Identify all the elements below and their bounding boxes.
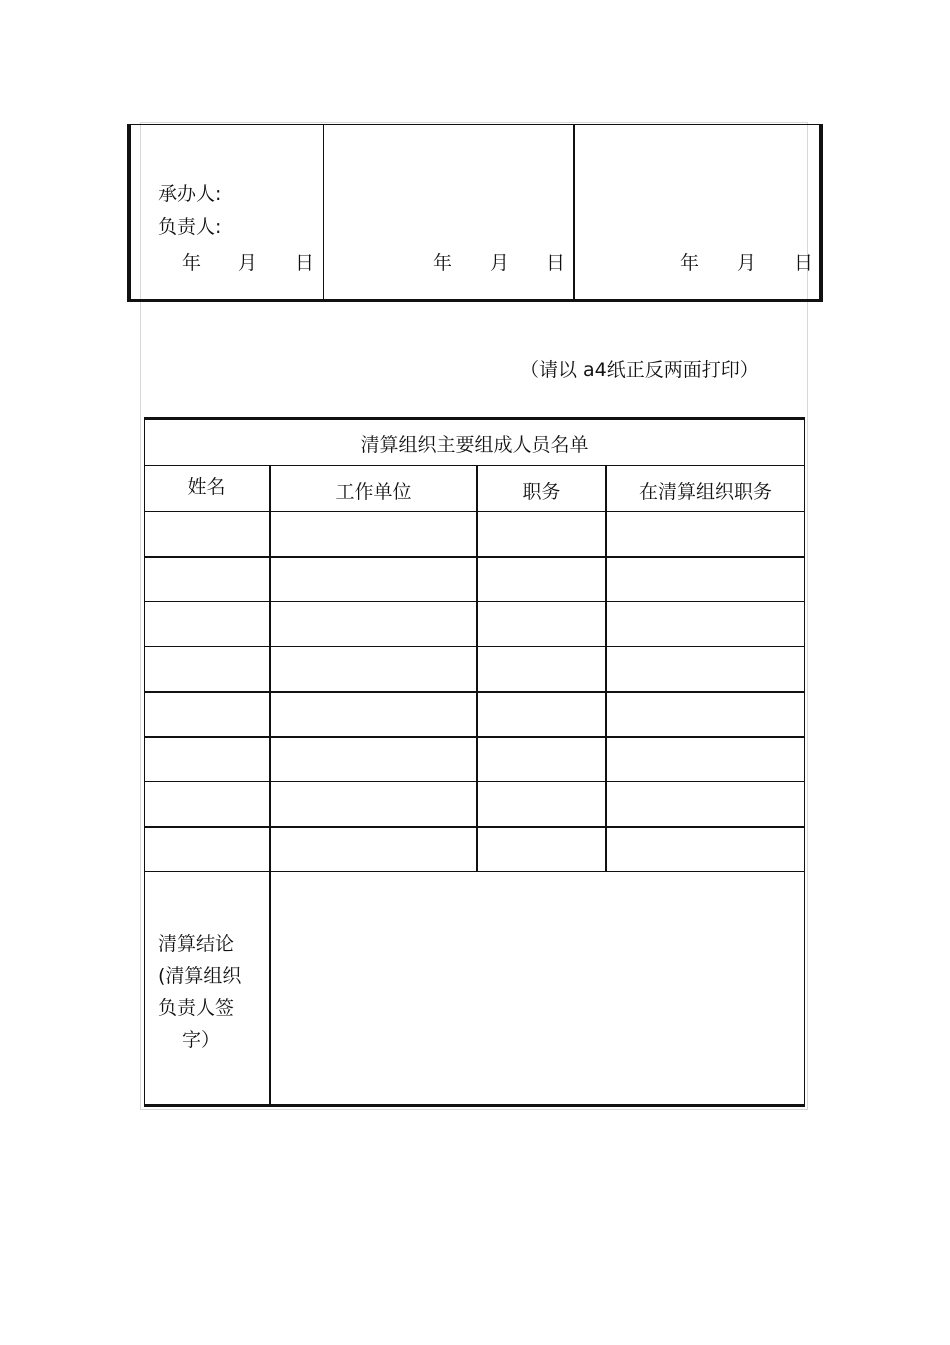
table-border: [144, 736, 805, 738]
table-border: [127, 299, 823, 302]
conclusion-label-line: 字）: [182, 1029, 221, 1051]
table-border: [144, 417, 805, 420]
conclusion-value-cell[interactable]: [272, 873, 803, 1103]
signature-table: [127, 124, 823, 302]
header-work-unit: 工作单位: [335, 481, 412, 503]
table-border: [144, 691, 805, 693]
table-border: [144, 781, 805, 782]
day-label: 日: [546, 252, 566, 274]
year-label: 年: [433, 252, 453, 274]
table-border: [144, 601, 805, 602]
table-divider: [323, 124, 324, 302]
table-border: [144, 826, 805, 828]
table-border: [144, 417, 145, 1107]
column-divider: [476, 465, 478, 872]
table-title: 清算组织主要组成人员名单: [360, 434, 589, 456]
table-border: [144, 511, 805, 512]
conclusion-label-line: (清算组织: [158, 965, 242, 987]
day-label: 日: [794, 252, 814, 274]
table-border: [127, 124, 131, 302]
table-border: [144, 556, 805, 558]
conclusion-label: [158, 928, 262, 1056]
header-liquidation-role: 在清算组织职务: [638, 481, 772, 503]
table-border: [144, 646, 805, 647]
year-label: 年: [182, 252, 202, 274]
table-border: [144, 871, 805, 872]
table-divider: [573, 124, 575, 302]
month-label: 月: [737, 252, 757, 274]
column-divider: [605, 465, 607, 872]
year-label: 年: [680, 252, 700, 274]
conclusion-label-line: 负责人签: [158, 997, 235, 1019]
handler-label: 承办人:: [158, 183, 222, 205]
table-border: [144, 1104, 805, 1107]
table-border: [819, 124, 823, 302]
day-label: 日: [295, 252, 315, 274]
column-divider: [269, 465, 271, 1107]
person-in-charge-label: 负责人:: [158, 216, 222, 238]
header-position: 职务: [522, 481, 561, 503]
conclusion-label-line: 清算结论: [158, 933, 235, 955]
table-border: [144, 465, 805, 466]
month-label: 月: [238, 252, 258, 274]
table-border: [804, 417, 805, 1107]
table-border: [127, 124, 823, 125]
header-name: 姓名: [187, 476, 226, 498]
month-label: 月: [490, 252, 510, 274]
print-note: （请以 a4纸正反两面打印）: [520, 359, 759, 381]
